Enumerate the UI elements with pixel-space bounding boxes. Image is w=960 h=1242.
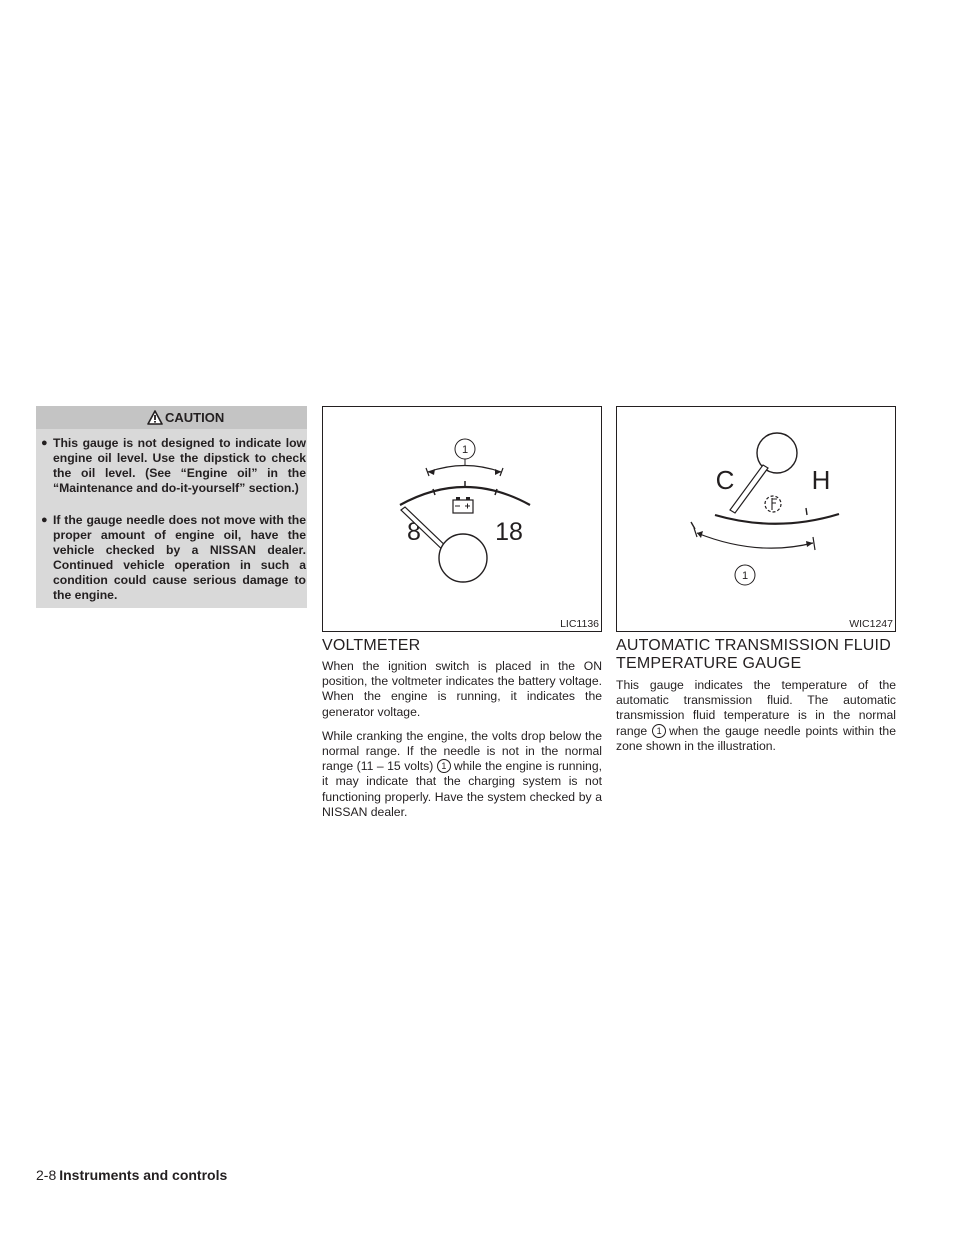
figure-code: LIC1136 (560, 618, 599, 630)
text-span: While cranking the engine, the volts drop below the normal range. If the needle is not in the normal range (11 – 15 volts) (322, 728, 602, 774)
figure-code: WIC1247 (849, 618, 893, 630)
voltmeter-illustration (322, 406, 602, 632)
voltmeter-body (322, 659, 602, 829)
caution-text: If the gauge needle does not move with the proper amount of engine oil, have the vehicle checked by a NISSAN dealer. Continued vehicle operation in such a condition could cause serious damage to the engine. (53, 513, 306, 603)
caution-text: This gauge is not designed to indicate low engine oil level. Use the dipstick to check the oil level. (See “Engine oil” in the “Maintenance and do-it-yourself” section.) (53, 436, 306, 496)
caution-title: CAUTION (165, 410, 225, 425)
section-title: Instruments and controls (59, 1167, 228, 1183)
voltmeter-high-label: 18 (495, 518, 523, 546)
caution-header (36, 406, 307, 429)
caution-box (36, 406, 307, 608)
battery-icon (453, 497, 473, 513)
callout-marker: 1 (652, 724, 666, 738)
transmission-callout-number: 1 (741, 570, 749, 582)
cold-label: C (715, 465, 735, 495)
voltmeter-callout-number: 1 (461, 444, 469, 456)
transmission-paragraph (616, 678, 896, 754)
voltmeter-paragraph-1: When the ignition switch is placed in the ON position, the voltmeter indicates the battery voltage. When the engine is running, it indicates the generator voltage. (322, 659, 602, 719)
transmission-heading: AUTOMATIC TRANSMISSION FLUID TEMPERATURE GAUGE (616, 637, 891, 672)
bullet-icon: ● (41, 514, 48, 526)
voltmeter-low-label: 8 (407, 518, 421, 546)
transmission-body (616, 678, 896, 763)
text-span: when the gauge needle points within the zone shown in the illustration. (616, 723, 896, 753)
page-footer (36, 1167, 227, 1183)
transmission-gauge-illustration (616, 406, 896, 632)
warning-triangle-icon (147, 410, 163, 425)
transmission-gauge-drawing (617, 407, 895, 631)
callout-marker: 1 (437, 759, 451, 773)
bullet-icon: ● (41, 437, 48, 449)
voltmeter-gauge-drawing (323, 407, 601, 631)
transmission-temperature-icon (765, 496, 781, 512)
page-number: 2-8 (36, 1167, 57, 1183)
text-span: while the engine is running, it may indicate that the charging system is not functioning properly. Have the system checked by a NISSAN dealer. (322, 759, 602, 819)
hot-label: H (811, 465, 831, 495)
voltmeter-heading: VOLTMETER (322, 637, 421, 654)
voltmeter-paragraph-2 (322, 729, 602, 820)
text-span: This gauge indicates the temperature of the automatic transmission fluid. The automatic transmission fluid temperature is in the normal range (616, 678, 896, 738)
